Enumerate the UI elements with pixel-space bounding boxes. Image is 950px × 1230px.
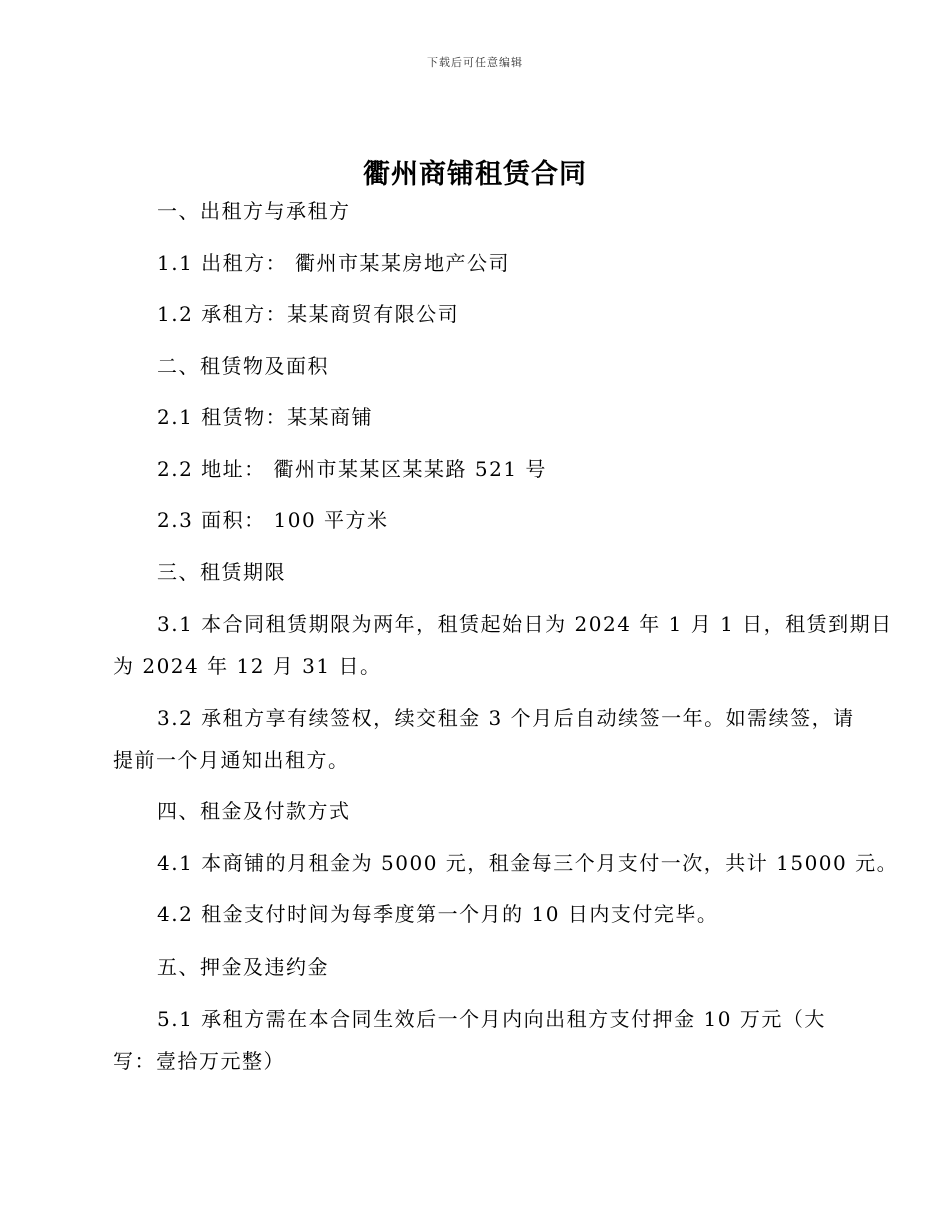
section-heading-5: 五、押金及违约金 bbox=[157, 955, 329, 979]
clause-4-1: 4.1 本商铺的月租金为 5000 元，租金每三个月支付一次，共计 15000 元。 bbox=[157, 851, 899, 875]
clause-2-3: 2.3 面积： 100 平方米 bbox=[157, 508, 389, 532]
clause-1-2: 1.2 承租方：某某商贸有限公司 bbox=[157, 302, 460, 326]
section-heading-3: 三、租赁期限 bbox=[157, 560, 286, 584]
clause-3-2-line-2: 提前一个月通知出租方。 bbox=[113, 748, 350, 772]
section-heading-1: 一、出租方与承租方 bbox=[157, 199, 351, 223]
clause-4-2: 4.2 租金支付时间为每季度第一个月的 10 日内支付完毕。 bbox=[157, 902, 719, 926]
clause-3-1-line-2: 为 2024 年 12 月 31 日。 bbox=[113, 654, 382, 678]
section-heading-2: 二、租赁物及面积 bbox=[157, 354, 329, 378]
clause-5-1-line-2: 写：壹拾万元整） bbox=[113, 1049, 285, 1073]
header-note: 下载后可任意编辑 bbox=[427, 56, 523, 69]
clause-3-2-line-1: 3.2 承租方享有续签权，续交租金 3 个月后自动续签一年。如需续签，请 bbox=[157, 706, 855, 730]
document-title: 衢州商铺租赁合同 bbox=[363, 159, 587, 190]
clause-5-1-line-1: 5.1 承租方需在本合同生效后一个月内向出租方支付押金 10 万元（大 bbox=[157, 1007, 826, 1031]
clause-2-1: 2.1 租赁物：某某商铺 bbox=[157, 405, 374, 429]
clause-1-1: 1.1 出租方： 衢州市某某房地产公司 bbox=[157, 251, 511, 275]
clause-2-2: 2.2 地址： 衢州市某某区某某路 521 号 bbox=[157, 457, 547, 481]
section-heading-4: 四、租金及付款方式 bbox=[157, 799, 351, 823]
clause-3-1-line-1: 3.1 本合同租赁期限为两年，租赁起始日为 2024 年 1 月 1 日，租赁到期日 bbox=[157, 612, 893, 636]
